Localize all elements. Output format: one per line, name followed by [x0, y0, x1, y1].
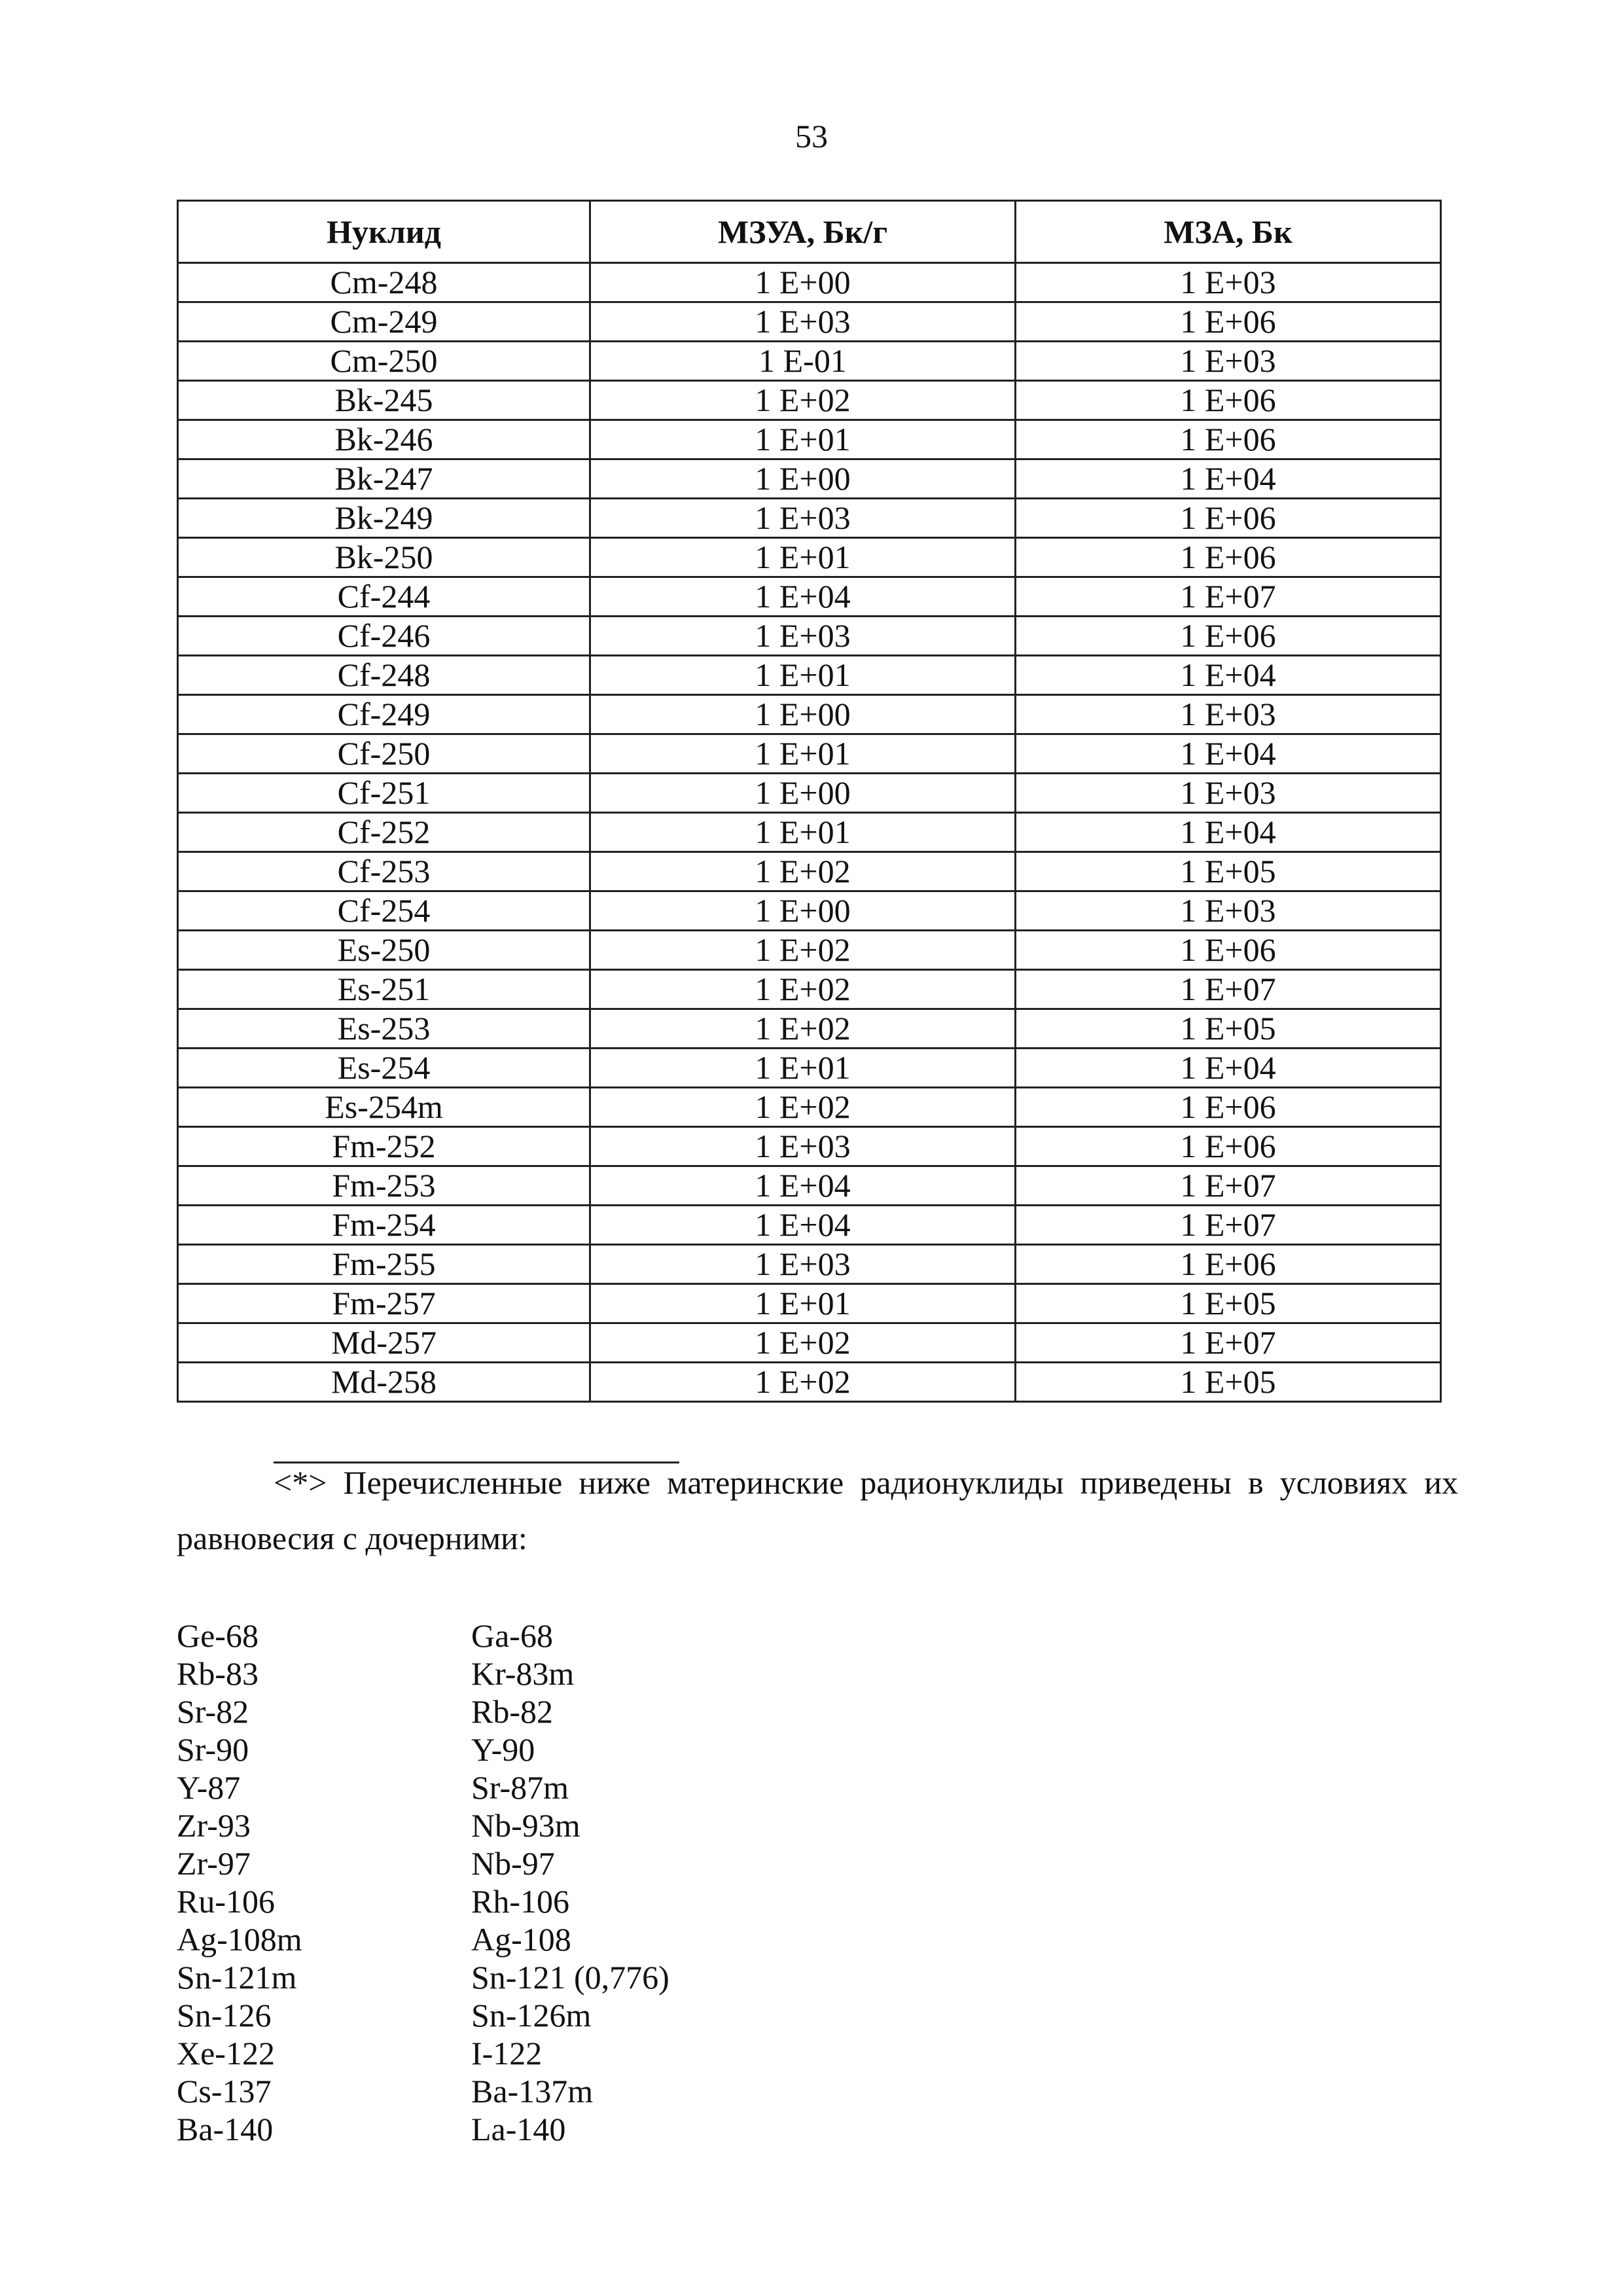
cell-mza: 1 E+07 — [1016, 1166, 1441, 1206]
cell-mzua: 1 E+01 — [590, 656, 1016, 695]
cell-mza: 1 E+05 — [1016, 1363, 1441, 1402]
cell-mzua: 1 E+03 — [590, 499, 1016, 538]
cell-nuclide: Bk-247 — [178, 459, 590, 499]
table-row — [178, 1127, 1441, 1166]
table-row — [178, 1284, 1441, 1323]
cell-mzua: 1 E+02 — [590, 381, 1016, 420]
daughter-nuclide: Ga-68 — [471, 1617, 553, 1654]
daughter-nuclide: Sn-126m — [471, 1997, 592, 2034]
cell-mza: 1 E+04 — [1016, 1049, 1441, 1088]
cell-mza: 1 E+03 — [1016, 774, 1441, 813]
cell-nuclide: Cm-250 — [178, 342, 590, 381]
parent-nuclide: Zr-97 — [177, 1845, 251, 1882]
list-item — [177, 2072, 766, 2110]
cell-mzua: 1 E+00 — [590, 774, 1016, 813]
cell-nuclide: Es-251 — [178, 970, 590, 1009]
table-row — [178, 617, 1441, 656]
cell-mza: 1 E+06 — [1016, 1088, 1441, 1127]
table-row — [178, 1363, 1441, 1402]
daughter-nuclide: I-122 — [471, 2035, 543, 2072]
cell-mzua: 1 E+01 — [590, 734, 1016, 774]
table-row — [178, 774, 1441, 813]
cell-nuclide: Fm-253 — [178, 1166, 590, 1206]
table-row — [178, 891, 1441, 931]
cell-mzua: 1 E+02 — [590, 1009, 1016, 1049]
table-row — [178, 459, 1441, 499]
parent-nuclide: Y-87 — [177, 1769, 241, 1806]
cell-mza: 1 E+06 — [1016, 420, 1441, 459]
cell-mzua: 1 E+00 — [590, 891, 1016, 931]
cell-nuclide: Cf-249 — [178, 695, 590, 734]
table-row — [178, 970, 1441, 1009]
cell-nuclide: Cf-248 — [178, 656, 590, 695]
cell-mza: 1 E+04 — [1016, 656, 1441, 695]
table-row — [178, 852, 1441, 891]
cell-nuclide: Cf-252 — [178, 813, 590, 852]
table-row — [178, 813, 1441, 852]
cell-nuclide: Es-253 — [178, 1009, 590, 1049]
table-row — [178, 1245, 1441, 1284]
cell-nuclide: Bk-246 — [178, 420, 590, 459]
cell-mza: 1 E+07 — [1016, 970, 1441, 1009]
cell-mzua: 1 E+03 — [590, 302, 1016, 342]
table-row — [178, 1009, 1441, 1049]
equilibrium-pairs-list — [177, 1617, 766, 2148]
cell-mzua: 1 E+01 — [590, 538, 1016, 577]
parent-nuclide: Sn-126 — [177, 1997, 272, 2034]
cell-mzua: 1 E+03 — [590, 1245, 1016, 1284]
parent-nuclide: Sn-121m — [177, 1959, 297, 1996]
daughter-nuclide: Ba-137m — [471, 2073, 594, 2109]
list-item — [177, 1655, 766, 1693]
nuclide-limits-table — [177, 200, 1442, 1403]
footnote-text: <*> Перечисленные ниже материнские радионуклиды приведены в условиях их — [274, 1464, 1458, 1501]
cell-mza: 1 E+03 — [1016, 695, 1441, 734]
table-row — [178, 1088, 1441, 1127]
daughter-nuclide: Y-90 — [471, 1731, 535, 1768]
daughter-nuclide: Sr-87m — [471, 1769, 569, 1806]
cell-nuclide: Cf-246 — [178, 617, 590, 656]
table-row — [178, 1049, 1441, 1088]
daughter-nuclide: Sn-121 (0,776) — [471, 1959, 669, 1996]
cell-mzua: 1 E+04 — [590, 1166, 1016, 1206]
cell-nuclide: Md-258 — [178, 1363, 590, 1402]
cell-nuclide: Es-254m — [178, 1088, 590, 1127]
cell-nuclide: Fm-255 — [178, 1245, 590, 1284]
cell-mza: 1 E+06 — [1016, 1245, 1441, 1284]
cell-nuclide: Md-257 — [178, 1323, 590, 1363]
cell-nuclide: Bk-245 — [178, 381, 590, 420]
parent-nuclide: Ba-140 — [177, 2111, 274, 2147]
cell-mza: 1 E+03 — [1016, 263, 1441, 302]
cell-mza: 1 E+03 — [1016, 342, 1441, 381]
list-item — [177, 2110, 766, 2148]
list-item — [177, 1806, 766, 1844]
daughter-nuclide: Ag-108 — [471, 1921, 571, 1958]
cell-mzua: 1 E+00 — [590, 263, 1016, 302]
cell-nuclide: Cm-248 — [178, 263, 590, 302]
cell-mzua: 1 E+01 — [590, 1049, 1016, 1088]
cell-mza: 1 E+03 — [1016, 891, 1441, 931]
parent-nuclide: Sr-90 — [177, 1731, 249, 1768]
daughter-nuclide: Nb-97 — [471, 1845, 555, 1882]
table-row — [178, 263, 1441, 302]
cell-mza: 1 E+06 — [1016, 1127, 1441, 1166]
daughter-nuclide: Rh-106 — [471, 1883, 569, 1920]
cell-mzua: 1 E+02 — [590, 1363, 1016, 1402]
cell-mza: 1 E+04 — [1016, 734, 1441, 774]
list-item — [177, 1996, 766, 2034]
table-row — [178, 734, 1441, 774]
list-item — [177, 1693, 766, 1731]
cell-mzua: 1 E+04 — [590, 1206, 1016, 1245]
cell-mzua: 1 E+01 — [590, 1284, 1016, 1323]
cell-mza: 1 E+06 — [1016, 302, 1441, 342]
footnote-text-continued: равновесия с дочерними: — [177, 1520, 527, 1556]
cell-mza: 1 E+05 — [1016, 1009, 1441, 1049]
cell-nuclide: Fm-252 — [178, 1127, 590, 1166]
cell-nuclide: Es-254 — [178, 1049, 590, 1088]
cell-mza: 1 E+06 — [1016, 538, 1441, 577]
cell-mzua: 1 E+01 — [590, 813, 1016, 852]
header-nuclide: Нуклид — [178, 201, 590, 263]
list-item — [177, 1958, 766, 1996]
daughter-nuclide: Rb-82 — [471, 1693, 553, 1730]
parent-nuclide: Sr-82 — [177, 1693, 249, 1730]
parent-nuclide: Ru-106 — [177, 1883, 275, 1920]
cell-nuclide: Cf-244 — [178, 577, 590, 617]
parent-nuclide: Rb-83 — [177, 1655, 259, 1692]
cell-nuclide: Cf-251 — [178, 774, 590, 813]
table-row — [178, 577, 1441, 617]
page-number: 53 — [795, 118, 828, 154]
cell-mzua: 1 E+02 — [590, 970, 1016, 1009]
cell-mza: 1 E+05 — [1016, 852, 1441, 891]
table-row — [178, 499, 1441, 538]
list-item — [177, 1844, 766, 1882]
cell-nuclide: Cf-254 — [178, 891, 590, 931]
daughter-nuclide: Nb-93m — [471, 1807, 580, 1844]
daughter-nuclide: Kr-83m — [471, 1655, 575, 1692]
table-body — [178, 263, 1441, 1402]
cell-nuclide: Cm-249 — [178, 302, 590, 342]
cell-mza: 1 E+07 — [1016, 577, 1441, 617]
list-item — [177, 2034, 766, 2072]
table-row — [178, 381, 1441, 420]
cell-mza: 1 E+06 — [1016, 499, 1441, 538]
table-row — [178, 1206, 1441, 1245]
parent-nuclide: Ag-108m — [177, 1921, 302, 1958]
parent-nuclide: Zr-93 — [177, 1807, 251, 1844]
parent-nuclide: Xe-122 — [177, 2035, 275, 2072]
cell-mzua: 1 E-01 — [590, 342, 1016, 381]
table-row — [178, 538, 1441, 577]
cell-nuclide: Bk-250 — [178, 538, 590, 577]
cell-mza: 1 E+06 — [1016, 381, 1441, 420]
list-item — [177, 1768, 766, 1806]
cell-mzua: 1 E+04 — [590, 577, 1016, 617]
cell-mzua: 1 E+02 — [590, 1323, 1016, 1363]
cell-mzua: 1 E+01 — [590, 420, 1016, 459]
cell-nuclide: Es-250 — [178, 931, 590, 970]
cell-mza: 1 E+06 — [1016, 931, 1441, 970]
table-header-row — [178, 201, 1441, 263]
cell-mzua: 1 E+02 — [590, 1088, 1016, 1127]
cell-nuclide: Bk-249 — [178, 499, 590, 538]
cell-mzua: 1 E+02 — [590, 931, 1016, 970]
table-row — [178, 420, 1441, 459]
header-mza: МЗА, Бк — [1016, 201, 1441, 263]
cell-mzua: 1 E+03 — [590, 617, 1016, 656]
cell-mzua: 1 E+02 — [590, 852, 1016, 891]
cell-mzua: 1 E+00 — [590, 695, 1016, 734]
cell-mza: 1 E+06 — [1016, 617, 1441, 656]
table-row — [178, 302, 1441, 342]
cell-mzua: 1 E+03 — [590, 1127, 1016, 1166]
table-row — [178, 342, 1441, 381]
parent-nuclide: Ge-68 — [177, 1617, 259, 1654]
table-row — [178, 1166, 1441, 1206]
cell-mza: 1 E+05 — [1016, 1284, 1441, 1323]
list-item — [177, 1731, 766, 1768]
cell-mza: 1 E+04 — [1016, 459, 1441, 499]
table-row — [178, 695, 1441, 734]
cell-mza: 1 E+07 — [1016, 1323, 1441, 1363]
cell-nuclide: Cf-253 — [178, 852, 590, 891]
cell-mza: 1 E+04 — [1016, 813, 1441, 852]
cell-nuclide: Fm-254 — [178, 1206, 590, 1245]
list-item — [177, 1882, 766, 1920]
cell-nuclide: Cf-250 — [178, 734, 590, 774]
cell-nuclide: Fm-257 — [178, 1284, 590, 1323]
header-mzua: МЗУА, Бк/г — [590, 201, 1016, 263]
parent-nuclide: Cs-137 — [177, 2073, 272, 2109]
daughter-nuclide: La-140 — [471, 2111, 566, 2147]
table-row — [178, 1323, 1441, 1363]
table-row — [178, 931, 1441, 970]
cell-mzua: 1 E+00 — [590, 459, 1016, 499]
cell-mza: 1 E+07 — [1016, 1206, 1441, 1245]
list-item — [177, 1920, 766, 1958]
table-row — [178, 656, 1441, 695]
list-item — [177, 1617, 766, 1655]
